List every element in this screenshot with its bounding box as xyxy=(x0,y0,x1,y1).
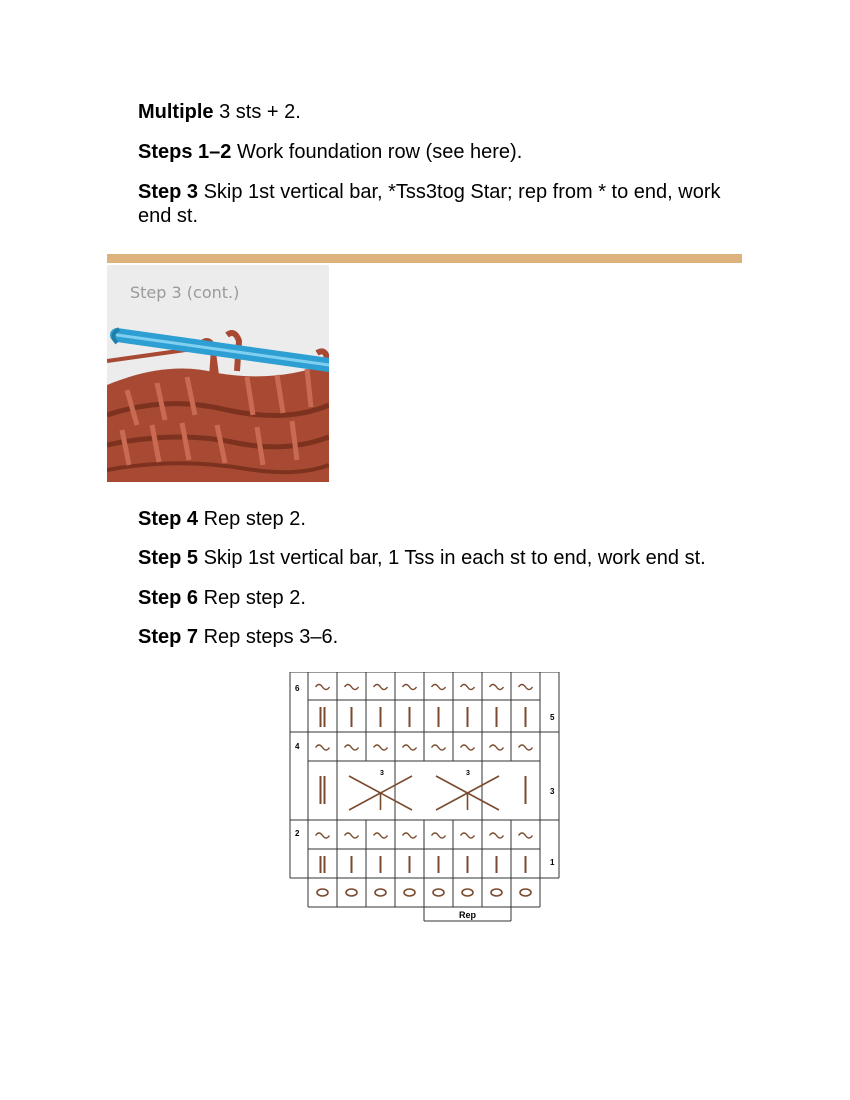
step-4-label: Step 4 xyxy=(138,508,199,530)
return-stitch-symbol xyxy=(432,745,446,750)
step-6-line xyxy=(138,586,738,610)
return-stitch-symbol xyxy=(403,833,417,838)
return-stitch-symbol xyxy=(461,833,475,838)
crochet-photo-illustration xyxy=(107,265,329,482)
chain-stitch-symbol xyxy=(491,889,502,896)
return-stitch-symbol xyxy=(403,685,417,690)
return-stitch-symbol xyxy=(461,685,475,690)
return-stitch-symbol xyxy=(374,745,388,750)
stitch-chart-svg xyxy=(289,672,564,927)
return-stitch-symbol xyxy=(461,745,475,750)
chain-stitch-symbol xyxy=(375,889,386,896)
section-divider xyxy=(107,254,742,263)
step-3-photo xyxy=(107,265,329,482)
return-stitch-symbol xyxy=(403,745,417,750)
step-7-label: Step 7 xyxy=(138,626,199,648)
return-stitch-symbol xyxy=(345,745,359,750)
row-number-4: 4 xyxy=(295,742,300,751)
chain-stitch-symbol xyxy=(404,889,415,896)
step-6-label: Step 6 xyxy=(138,587,199,609)
chain-stitch-symbol xyxy=(462,889,473,896)
chain-stitch-symbol xyxy=(433,889,444,896)
step-7-line xyxy=(138,625,738,649)
chain-stitch-symbol xyxy=(520,889,531,896)
return-stitch-symbol xyxy=(432,833,446,838)
row-number-5: 5 xyxy=(550,713,555,722)
star-1-count: 3 xyxy=(380,770,384,777)
multiple-line xyxy=(138,100,738,124)
return-stitch-symbol xyxy=(432,685,446,690)
stitch-chart xyxy=(289,672,564,932)
star-2-count: 3 xyxy=(466,770,470,777)
return-stitch-symbol xyxy=(490,685,504,690)
return-stitch-symbol xyxy=(316,745,330,750)
steps-1-2-text: Work foundation row (see here). xyxy=(231,141,523,163)
chain-stitch-symbol xyxy=(317,889,328,896)
return-stitch-symbol xyxy=(519,833,533,838)
step-5-text: Skip 1st vertical bar, 1 Tss in each st to end, work end st. xyxy=(198,547,706,569)
chain-stitch-symbol xyxy=(346,889,357,896)
return-stitch-symbol xyxy=(519,745,533,750)
multiple-label: Multiple xyxy=(138,101,214,123)
repeat-label: Rep xyxy=(459,910,477,920)
photo-caption: Step 3 (cont.) xyxy=(130,283,240,302)
return-stitch-symbol xyxy=(316,833,330,838)
return-stitch-symbol xyxy=(374,833,388,838)
return-stitch-symbol xyxy=(316,685,330,690)
steps-1-2-label: Steps 1–2 xyxy=(138,141,232,163)
return-stitch-symbol xyxy=(490,745,504,750)
return-stitch-symbol xyxy=(490,833,504,838)
return-stitch-symbol xyxy=(519,685,533,690)
step-3-text: Skip 1st vertical bar, *Tss3tog Star; rep from * to end, work end st. xyxy=(138,181,721,227)
step-5-line xyxy=(138,546,758,570)
step-4-line xyxy=(138,507,738,531)
row-number-2: 2 xyxy=(295,829,300,838)
multiple-text: 3 sts + 2. xyxy=(213,101,301,123)
step-5-label: Step 5 xyxy=(138,547,199,569)
return-stitch-symbol xyxy=(345,685,359,690)
row-number-3: 3 xyxy=(550,787,555,796)
return-stitch-symbol xyxy=(374,685,388,690)
row-number-6: 6 xyxy=(295,684,300,693)
steps-1-2-line xyxy=(138,140,738,164)
step-3-line xyxy=(138,180,738,228)
step-6-text: Rep step 2. xyxy=(198,587,306,609)
step-7-text: Rep steps 3–6. xyxy=(198,626,339,648)
step-4-text: Rep step 2. xyxy=(198,508,306,530)
return-stitch-symbol xyxy=(345,833,359,838)
step-3-label: Step 3 xyxy=(138,181,199,203)
row-number-1: 1 xyxy=(550,858,555,867)
